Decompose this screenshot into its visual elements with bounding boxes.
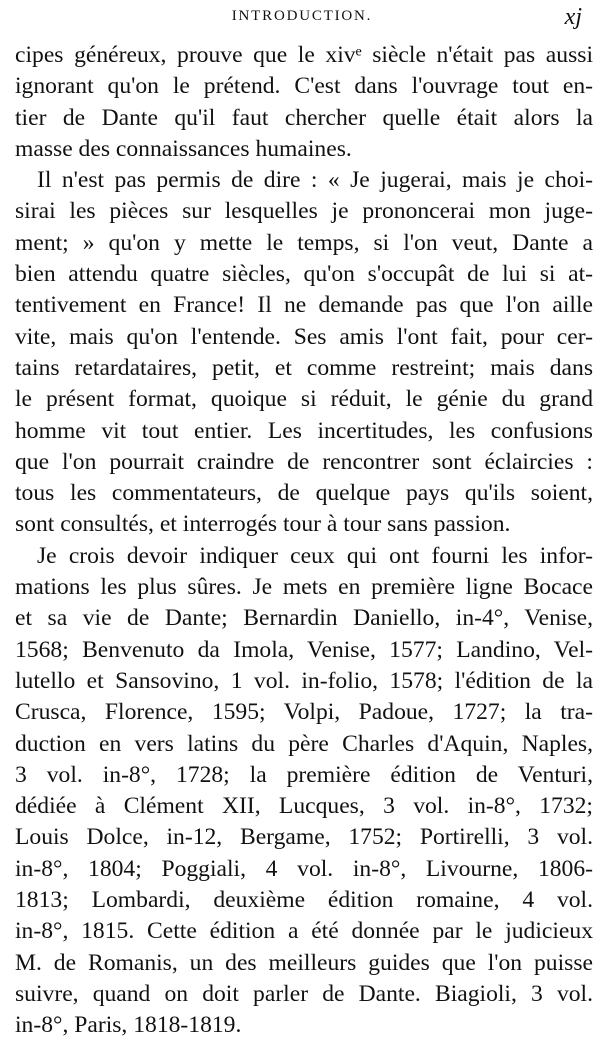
text-line: lutello et Sansovino, 1 vol. in-folio, 1578; l'édition de la (15, 667, 593, 694)
text-line: ignorant qu'on le prétend. C'est dans l'ouvrage tout en- (15, 73, 593, 100)
text-line: bien attendu quatre siècles, qu'on s'occupât de lui si at- (15, 261, 593, 288)
text-line: que l'on pourrait craindre de rencontrer sont éclaircies : (15, 448, 593, 475)
text-line: tier de Dante qu'il faut chercher quelle était alors la (15, 104, 593, 131)
text-line: vite, mais qu'on l'entende. Ses amis l'ont fait, pour cer- (15, 323, 593, 350)
text-line: masse des connaissances humaines. (15, 135, 352, 162)
body-text (15, 40, 593, 1042)
page-number: xj (564, 4, 582, 30)
text-line: in-8°, 1804; Poggiali, 4 vol. in-8°, Livourne, 1806- (15, 855, 593, 882)
text-line: 1813; Lombardi, deuxième édition romaine, 4 vol. (15, 887, 593, 914)
text-line: homme vit tout entier. Les incertitudes, les confusions (15, 417, 593, 444)
text-line: 3 vol. in-8°, 1728; la première édition de Venturi, (15, 761, 593, 788)
text-line: ment; » qu'on y mette le temps, si l'on veut, Dante a (15, 229, 593, 256)
text-line: dédiée à Clément XII, Lucques, 3 vol. in-8°, 1732; (15, 793, 593, 820)
text-line: mations les plus sûres. Je mets en première ligne Bocace (15, 574, 593, 601)
text-line: duction en vers latins du père Charles d'Aquin, Naples, (15, 730, 593, 757)
text-line: Je crois devoir indiquer ceux qui ont fourni les infor- (37, 542, 593, 569)
text-line: le présent format, quoique si réduit, le génie du grand (15, 386, 593, 413)
text-line: sont consultés, et interrogés tour à tour sans passion. (15, 511, 511, 538)
text-line: in-8°, 1815. Cette édition a été donnée par le judicieux (15, 918, 593, 945)
text-line: tentivement en France! Il ne demande pas que l'on aille (15, 292, 593, 319)
text-line: 1568; Benvenuto da Imola, Venise, 1577; Landino, Vel- (15, 636, 593, 663)
text-line: M. de Romanis, un des meilleurs guides que l'on puisse (15, 949, 593, 976)
text-line: tains retardataires, petit, et comme restreint; mais dans (15, 354, 593, 381)
page-header (0, 6, 604, 36)
text-line: Louis Dolce, in-12, Bergame, 1752; Portirelli, 3 vol. (15, 824, 593, 851)
text-line: sirai les pièces sur lesquelles je prononcerai mon juge- (15, 198, 593, 225)
text-line: tous les commentateurs, de quelque pays qu'ils soient, (15, 480, 593, 507)
text-line: Crusca, Florence, 1595; Volpi, Padoue, 1727; la tra- (15, 699, 593, 726)
text-line: in-8°, Paris, 1818-1819. (15, 1012, 242, 1039)
text-line: suivre, quand on doit parler de Dante. Biagioli, 3 vol. (15, 980, 593, 1007)
running-title: INTRODUCTION. (231, 8, 373, 24)
text-line: Il n'est pas permis de dire : « Je jugerai, mais je choi- (37, 167, 593, 194)
text-line: et sa vie de Dante; Bernardin Daniello, in-4°, Venise, (15, 605, 593, 632)
text-line: cipes généreux, prouve que le xivᵉ siècle n'était pas aussi (15, 42, 593, 68)
